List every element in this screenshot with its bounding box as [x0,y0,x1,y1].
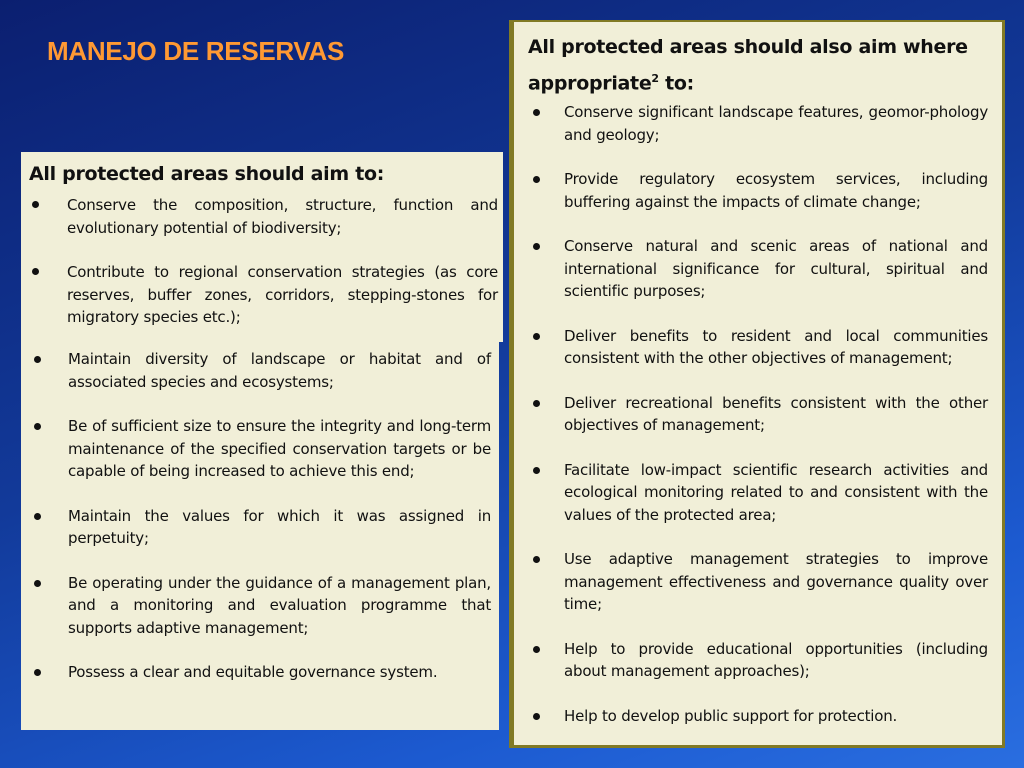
right-item-text: Help to provide educational opportunities (including about management approaches); [564,639,988,681]
right-panel [514,22,1002,745]
right-item-text: Provide regulatory ecosystem services, including buffering against the impacts of climate change; [564,170,988,211]
bullet-icon [533,400,540,407]
right-item-text: Conserve significant landscape features, geomor-phology and geology; [564,103,988,144]
right-panel-list [528,101,988,727]
left-panel-list-bottom [28,348,491,684]
right-item-text: Use adaptive management strategies to improve management effectiveness and governance quality over time; [564,550,988,614]
bullet-icon [533,556,540,563]
left-item-text: Be of sufficient size to ensure the integrity and long-term maintenance of the specified conservation targets or be capable of being increased to achieve this end; [68,417,491,480]
left-list-item [28,348,491,393]
right-heading-text: All protected areas should also aim where appropriate [528,36,968,95]
right-list-item [528,392,988,437]
bullet-icon [533,333,540,340]
right-list-item [528,235,988,303]
right-list-item [528,101,988,146]
left-item-text: Maintain the values for which it was assigned in perpetuity; [68,506,491,547]
left-list-item [28,505,491,550]
right-list-item [528,168,988,213]
right-item-text: Facilitate low-impact scientific research activities and ecological monitoring related to and consistent with the values of the protected area; [564,460,988,524]
left-list-item [29,261,498,329]
bullet-icon [533,176,540,183]
left-panel-top [21,152,503,342]
bullet-icon [32,201,39,208]
right-item-text: Conserve natural and scenic areas of national and international significance for cultural, spiritual and scientific purposes; [564,237,988,301]
left-list-item [28,661,491,684]
left-item-text: Maintain diversity of landscape or habitat and of associated species and ecosystems; [68,350,491,391]
right-item-text: Deliver recreational benefits consistent with the other objectives of management; [564,393,988,435]
left-panel-list-top [29,194,498,329]
bullet-icon [34,580,41,587]
slide-title: MANEJO DE RESERVAS [47,36,345,66]
left-item-text: Be operating under the guidance of a management plan, and a monitoring and evaluation programme that supports adaptive management; [68,573,491,637]
right-list-item [528,705,988,728]
right-panel-heading [528,32,988,99]
right-list-item [528,325,988,370]
left-panel-heading: All protected areas should aim to: [29,163,385,185]
bullet-icon [34,669,41,676]
left-list-item [29,194,498,239]
left-panel-bottom [21,342,499,730]
bullet-icon [533,109,540,116]
left-item-text: Conserve the composition, structure, function and evolutionary potential of biodiversity; [67,196,498,237]
bullet-icon [34,356,41,363]
right-heading-suffix: to: [658,72,694,95]
right-list-item [528,459,988,527]
right-list-item [528,548,988,616]
footnote-marker: 2 [651,72,659,85]
left-list-item [28,415,491,483]
left-item-text: Possess a clear and equitable governance system. [68,663,438,681]
right-item-text: Help to develop public support for protection. [564,706,898,725]
bullet-icon [533,467,540,474]
right-item-text: Deliver benefits to resident and local communities consistent with the other objectives of management; [564,326,988,368]
left-item-text: Contribute to regional conservation strategies (as core reserves, buffer zones, corridors, stepping-stones for migratory species etc.); [67,263,498,326]
bullet-icon [32,268,39,275]
left-list-item [28,572,491,640]
right-list-item [528,638,988,683]
bullet-icon [34,513,41,520]
bullet-icon [533,243,540,250]
bullet-icon [533,646,540,653]
bullet-icon [34,423,41,430]
bullet-icon [533,713,540,720]
